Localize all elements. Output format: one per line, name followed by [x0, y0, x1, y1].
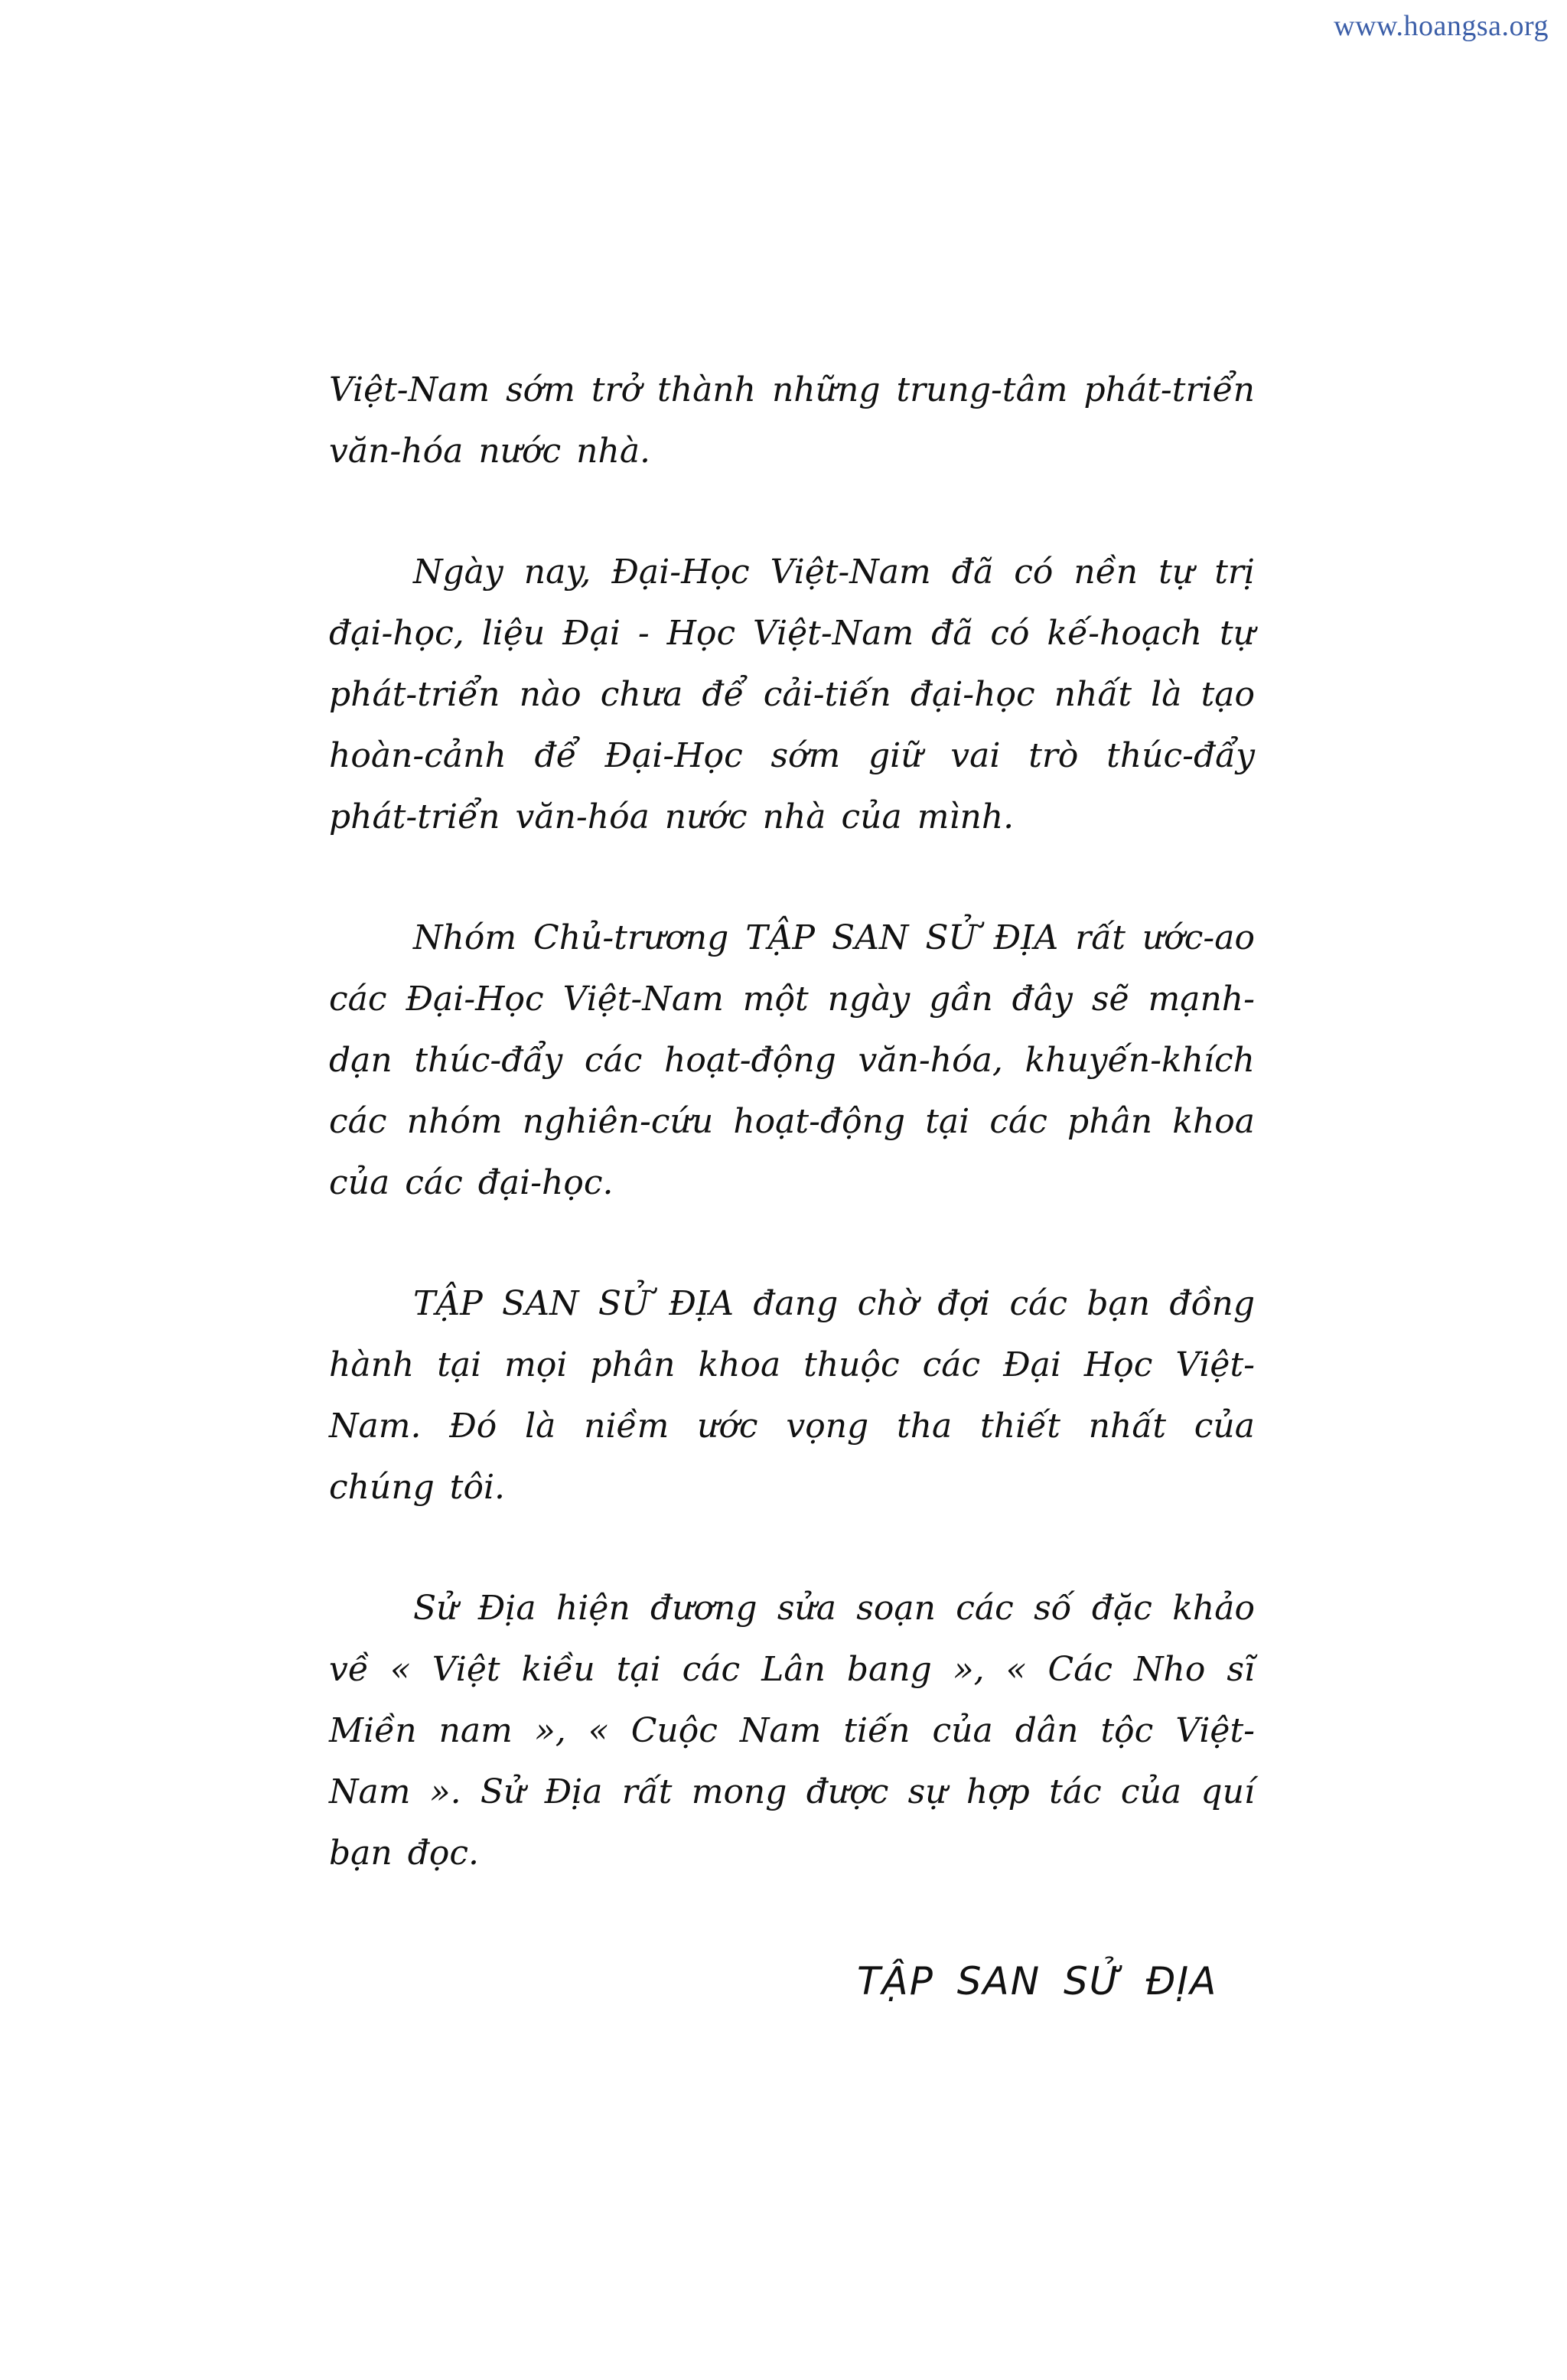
page-body [329, 360, 1255, 1944]
paragraph-5: Sử Địa hiện đương sửa soạn các số đặc khảo về « Việt kiều tại các Lân bang », « Các Nho sĩ Miền nam », « Cuộc Nam tiến của dân tộc Việt-Nam ». Sử Địa rất mong được sự hợp tác của quí bạn đọc. [329, 1589, 1255, 1873]
signature: TẬP SAN SỬ ĐỊA [857, 1959, 1218, 2003]
paragraph-1: Việt-Nam sớm trở thành những trung-tâm phát-triển văn-hóa nước nhà. [329, 370, 1255, 471]
paragraph-3: Nhóm Chủ-trương TẬP SAN SỬ ĐỊA rất ước-ao các Đại-Học Việt-Nam một ngày gần đây sẽ mạnh-dạn thúc-đẩy các hoạt-động văn-hóa, khuyến-khích các nhóm nghiên-cứu hoạt-động tại các phân khoa của các đại-học. [329, 918, 1255, 1202]
paragraph-2: Ngày nay, Đại-Học Việt-Nam đã có nền tự trị đại-học, liệu Đại - Học Việt-Nam đã có kế-hoạch tự phát-triển nào chưa để cải-tiến đại-học nhất là tạo hoàn-cảnh để Đại-Học sớm giữ vai trò thúc-đẩy phát-triển văn-hóa nước nhà của mình. [329, 553, 1255, 836]
paragraph-4: TẬP SAN SỬ ĐỊA đang chờ đợi các bạn đồng hành tại mọi phân khoa thuộc các Đại Học Việt-Nam. Đó là niềm ước vọng tha thiết nhất của chúng tôi. [329, 1284, 1255, 1507]
watermark[interactable]: www.hoangsa.org [1334, 10, 1549, 42]
